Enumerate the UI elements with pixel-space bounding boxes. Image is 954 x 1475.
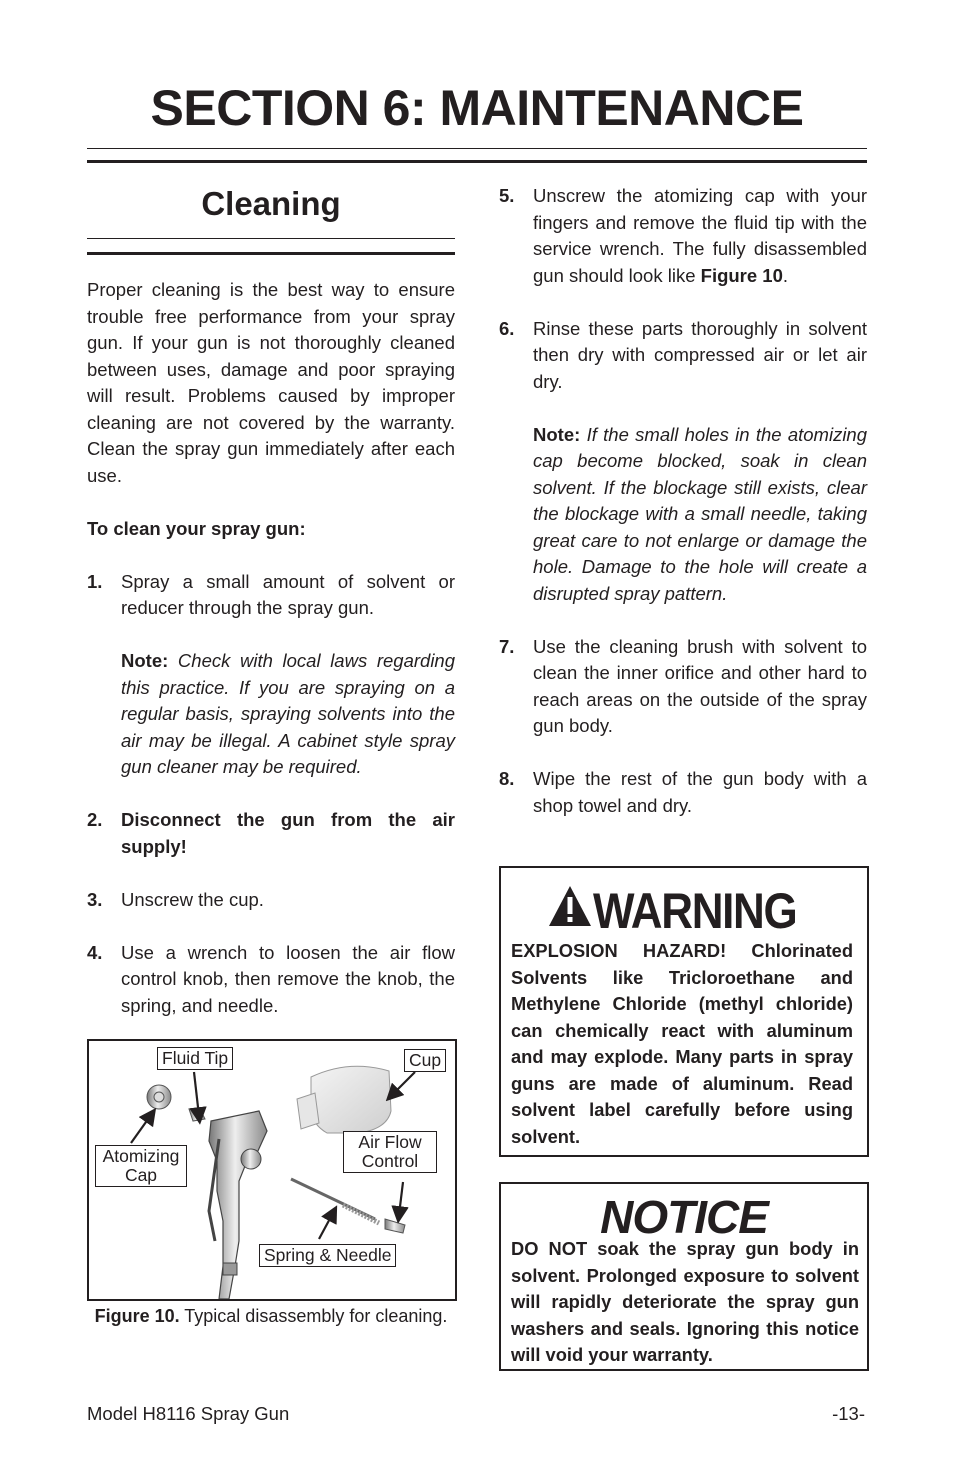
step-number: 1. [87, 570, 103, 592]
step-3 [87, 887, 455, 914]
step-text: Disconnect the gun from the air supply! [121, 809, 455, 857]
right-column [499, 183, 867, 819]
step-number: 5. [499, 185, 515, 206]
fluid-tip-arrow [194, 1072, 199, 1116]
atomizing-cap-shape [147, 1085, 171, 1109]
air-flow-arrow [399, 1182, 403, 1215]
fluid-tip-shape [189, 1109, 205, 1121]
spring-needle-arrow [319, 1213, 333, 1239]
section-heading: Cleaning [201, 185, 341, 222]
steps-heading: To clean your spray gun: [87, 517, 306, 539]
gun-body-shape [209, 1111, 267, 1299]
warning-box [499, 866, 869, 1157]
step-text: Unscrew the atomizing cap with your fingers and remove the fluid tip with the service wrench. The fully disassembled gun should look like [533, 185, 867, 286]
step-6-note [499, 422, 867, 608]
step-number: 3. [87, 888, 103, 910]
step-5 [499, 183, 867, 289]
step-6 [499, 316, 867, 396]
step-number: 6. [499, 317, 515, 339]
figure-10-disassembly [87, 1039, 457, 1301]
step-8 [499, 766, 867, 819]
caption-text: Typical disassembly for cleaning. [179, 1306, 448, 1326]
step-text: Use a wrench to loosen the air flow control knob, then remove the knob, the spring, and needle. [121, 941, 455, 1016]
step-text: Spray a small amount of solvent or reducer through the spray gun. [121, 570, 455, 618]
title-rule-thin [87, 148, 867, 149]
title-rule-thick [87, 160, 867, 163]
left-column [87, 277, 455, 1019]
cup-shape [297, 1066, 391, 1133]
page-number: -13- [832, 1403, 865, 1424]
spring-needle-label: Spring & Needle [259, 1244, 396, 1267]
heading-rule-thin [87, 238, 455, 239]
step-text: Rinse these parts thoroughly in solvent then dry with compressed air or let air dry. [533, 317, 867, 392]
warning-word: WARNING [593, 883, 797, 939]
footer-model: Model H8116 Spray Gun [87, 1403, 290, 1424]
page-title: SECTION 6: MAINTENANCE [150, 80, 804, 136]
fluid-tip-label: Fluid Tip [157, 1047, 233, 1070]
warning-text: EXPLOSION HAZARD! Chlorinated Solvents like Tricloroethane and Methylene Chloride (methyl chloride) can chemically react with aluminum and may explode. Many parts in spray guns are made of aluminum. Read solvent label carefully before using solvent. [511, 940, 853, 1147]
step-7 [499, 634, 867, 740]
step-1 [87, 569, 455, 622]
intro-paragraph: Proper cleaning is the best way to ensure trouble free performance from your spray gun. If your gun is not thoroughly cleaned between uses, damage and poor spraying will result. Problems caused by improper cleaning are not covered by the warranty. Clean the spray gun immediately after each use. [87, 279, 455, 486]
cup-arrow [392, 1072, 415, 1095]
step-2 [87, 807, 455, 860]
note-text: If the small holes in the atomizing cap become blocked, soak in clean solvent. If the blockage still exists, clear the blockage with a small needle, taking great care to not enlarge or damage the hole. Damage to the hole will create a disrupted spray pattern. [533, 423, 868, 604]
notice-box [499, 1182, 869, 1371]
atomizing-cap-arrow [131, 1115, 151, 1143]
step-number: 4. [87, 941, 103, 963]
step-number: 7. [499, 635, 515, 657]
warning-triangle-icon [547, 884, 593, 928]
step-1-note [87, 648, 455, 781]
step-text: Unscrew the cup. [121, 888, 264, 910]
notice-word: NOTICE [600, 1191, 768, 1243]
spring-needle-shape [291, 1179, 405, 1233]
note-label: Note: [121, 650, 169, 671]
atomizing-cap-label: Atomizing Cap [95, 1145, 187, 1187]
note-text: Check with local laws regarding this practice. If you are spraying on a regular basis, spraying solvents into the air may be illegal. A cabinet style spray gun cleaner may be required. [121, 650, 456, 777]
heading-rule-thick [87, 252, 455, 255]
notice-text: DO NOT soak the spray gun body in solvent. Prolonged exposure to solvent will rapidly deteriorate the spray gun washers and seals. Ignoring this notice will void your warranty. [511, 1238, 859, 1365]
cup-label: Cup [404, 1049, 446, 1072]
step-text: Wipe the rest of the gun body with a shop towel and dry. [533, 768, 867, 816]
figure-reference: Figure 10 [700, 264, 783, 286]
figure-caption [87, 1303, 455, 1330]
step-number: 2. [87, 809, 103, 830]
air-flow-control-label: Air Flow Control [343, 1131, 437, 1173]
step-4 [87, 940, 455, 1020]
step-text-end: . [782, 264, 789, 286]
note-label: Note: [533, 423, 581, 445]
step-number: 8. [499, 768, 515, 789]
caption-label: Figure 10. [94, 1306, 180, 1326]
step-text: Use the cleaning brush with solvent to clean the inner orifice and other hard to reach areas on the outside of the spray gun body. [533, 635, 867, 736]
